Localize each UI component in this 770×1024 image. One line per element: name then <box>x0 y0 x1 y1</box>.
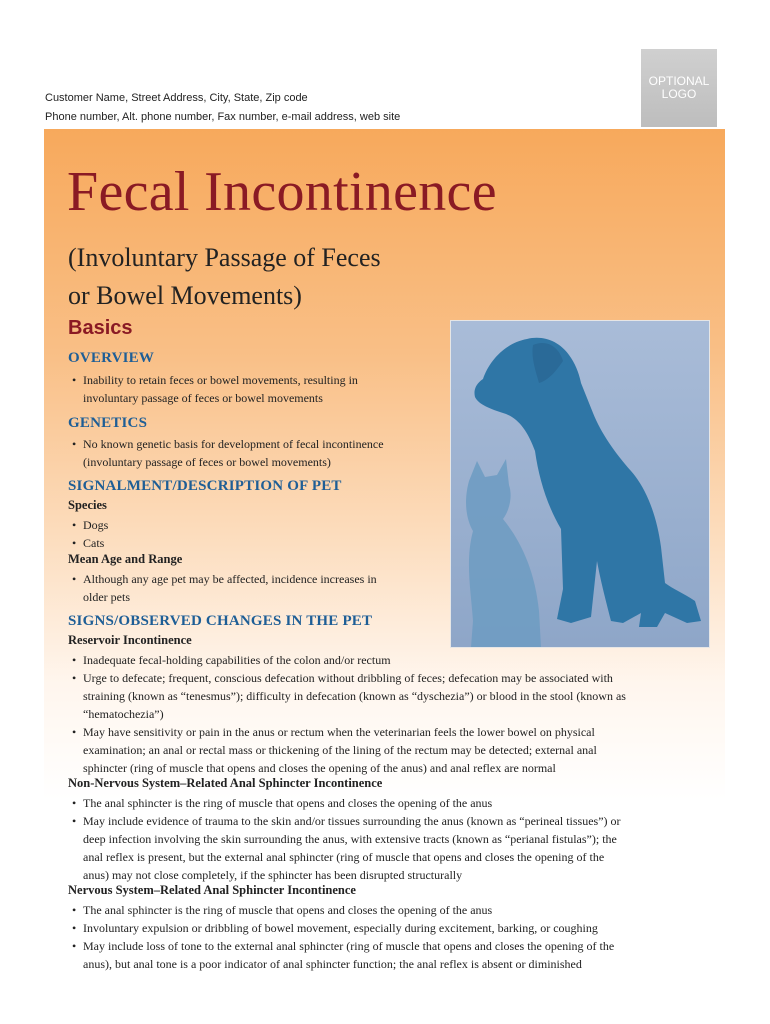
heading-overview: OVERVIEW <box>68 350 155 366</box>
logo-text-optional: OPTIONAL <box>648 74 710 88</box>
age-bullet: • Although any age pet may be affected, incidence increases in older pets <box>72 572 377 604</box>
dog-and-cat-photo <box>450 320 710 648</box>
overview-bullet-1: • Inability to retain feces or bowel movements, resulting in involuntary passage of feces or bowel movements <box>72 373 358 405</box>
page-subtitle <box>68 239 381 315</box>
non-nervous-list: • The anal sphincter is the ring of muscle that opens and closes the opening of the anus • May include evidence of trauma to the skin and/or tissues surrounding the anus (known as “perineal tissues”) or deep infection involving the skin surrounding the anus, with extensive tracts (known as “perianal fistulas”); the anal reflex is present, but the external anal sphincter (ring of muscle that opens and closes the opening of the anus) may not close completely, if the sphincter has been disrupted structurally <box>72 796 621 882</box>
pet-silhouette-illustration <box>451 321 709 647</box>
list-item: • May include loss of tone to the external anal sphincter (ring of muscle that opens and closes the opening of the <box>72 939 615 953</box>
list-item: • Urge to defecate; frequent, conscious defecation without dribbling of feces; defecation may be associated with <box>72 671 613 685</box>
nervous-list: • The anal sphincter is the ring of muscle that opens and closes the opening of the anus • Involuntary expulsion or dribbling of bowel movement, especially during excitement, barking, or coughing • May include loss of tone to the external anal sphincter (ring of muscle that opens and closes the opening of the anus), but anal tone is a poor indicator of anal sphincter function; the anal reflex is absent or diminished <box>72 903 615 971</box>
subtitle-line-2: or Bowel Movements) <box>68 281 302 310</box>
contact-line-phone: Phone number, Alt. phone number, Fax number, e-mail address, web site <box>45 111 401 123</box>
list-item: • Cats <box>72 536 105 550</box>
heading-signalment: SIGNALMENT/DESCRIPTION OF PET <box>68 478 342 494</box>
logo-text-logo: LOGO <box>661 87 697 101</box>
page-title: Fecal Incontinence <box>67 161 497 223</box>
subheading-nervous: Nervous System–Related Anal Sphincter Incontinence <box>68 883 356 897</box>
list-item: • Involuntary expulsion or dribbling of bowel movement, especially during excitement, barking, or coughing <box>72 921 598 935</box>
bullet-text-cont: (involuntary passage of feces or bowel movements) <box>83 455 331 469</box>
species-list <box>72 516 108 552</box>
subheading-species: Species <box>68 498 107 512</box>
list-item: • Dogs <box>72 518 109 532</box>
heading-genetics: GENETICS <box>68 415 148 431</box>
bullet-text: No known genetic basis for development of fecal incontinence <box>83 437 384 451</box>
contact-line-address: Customer Name, Street Address, City, State, Zip code <box>45 92 308 104</box>
subheading-mean-age: Mean Age and Range <box>68 552 183 566</box>
subheading-non-nervous: Non-Nervous System–Related Anal Sphincter Incontinence <box>68 776 383 790</box>
list-item: • May have sensitivity or pain in the anus or rectum when the veterinarian feels the lower bowel on physical <box>72 725 595 739</box>
species-dogs: Dogs <box>83 518 109 532</box>
genetics-bullet-1: • No known genetic basis for development of fecal incontinence (involuntary passage of feces or bowel movements) <box>72 437 384 469</box>
bullet-text: Although any age pet may be affected, incidence increases in <box>83 572 377 586</box>
bullet-text-cont: older pets <box>83 590 130 604</box>
list-item: • The anal sphincter is the ring of muscle that opens and closes the opening of the anus <box>72 796 493 810</box>
subheading-reservoir: Reservoir Incontinence <box>68 633 192 647</box>
list-item: • May include evidence of trauma to the skin and/or tissues surrounding the anus (known as “perineal tissues”) or <box>72 814 621 828</box>
bullet-text-cont: involuntary passage of feces or bowel movements <box>83 391 323 405</box>
heading-signs: SIGNS/OBSERVED CHANGES IN THE PET <box>68 613 373 629</box>
subtitle-line-1: (Involuntary Passage of Feces <box>68 243 381 272</box>
species-cats: Cats <box>83 536 105 550</box>
optional-logo <box>641 49 717 127</box>
page-header <box>0 0 770 130</box>
list-item: • The anal sphincter is the ring of muscle that opens and closes the opening of the anus <box>72 903 493 917</box>
reservoir-list: • Inadequate fecal-holding capabilities of the colon and/or rectum • Urge to defecate; frequent, conscious defecation without dribbling of feces; defecation may be associated with straining (known as “tenesmus”); difficulty in defecation (known as “dyschezia”) or blood in the stool (known as “hematochezia”) • May have sensitivity or pain in the anus or rectum when the veterinarian feels the lower bowel on physical examination; an anal or rectal mass or thickening of the lining of the rectum may be detected; external anal sphincter (ring of muscle that opens and closes the opening of the anus) and anal reflex are normal <box>72 653 626 775</box>
list-item: • Inadequate fecal-holding capabilities of the colon and/or rectum <box>72 653 391 667</box>
bullet-text: Inability to retain feces or bowel movements, resulting in <box>83 373 358 387</box>
section-heading-basics: Basics <box>68 317 133 339</box>
